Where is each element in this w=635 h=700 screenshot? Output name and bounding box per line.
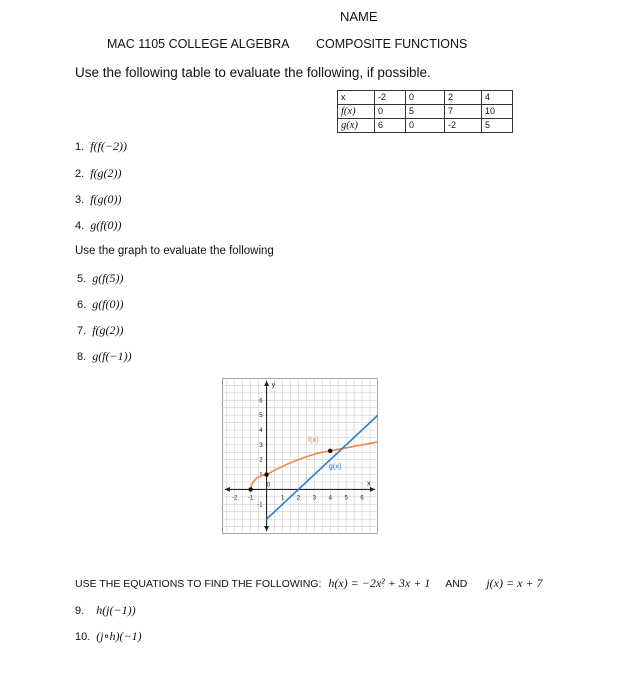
table-row-x [338, 91, 513, 105]
and-connector: AND [445, 578, 468, 590]
y-tick-label: 4 [259, 428, 263, 434]
table-cell: 0 [375, 105, 406, 119]
y-tick-label: 5 [259, 413, 263, 420]
question-8 [77, 349, 132, 364]
table-cell: 4 [482, 91, 513, 105]
composite-function-graph [222, 378, 378, 534]
f-y-intercept-point [264, 472, 268, 476]
question-expression: g(f(5)) [92, 271, 124, 285]
table-cell: 5 [482, 119, 513, 133]
h-equation: h(x) = −2x² + 3x + 1 [328, 576, 431, 590]
table-cell: 6 [375, 119, 406, 133]
course-title: MAC 1105 COLLEGE ALGEBRA [107, 37, 290, 51]
question-number: 10. [75, 631, 91, 643]
equation-instruction [75, 576, 543, 591]
question-1 [75, 139, 127, 154]
question-5 [77, 271, 124, 286]
question-number: 8. [77, 351, 87, 363]
graph-instruction: Use the graph to evaluate the following [75, 245, 274, 257]
table-cell: -2 [445, 119, 482, 133]
y-tick-label: 6 [259, 398, 263, 405]
x-tick-label: 3 [312, 495, 316, 502]
table-row-g [338, 119, 513, 133]
table-row-f [338, 105, 513, 119]
question-number: 2. [75, 168, 85, 180]
table-instruction: Use the following table to evaluate the following, if possible. [75, 65, 431, 80]
question-expression: h(j(−1)) [96, 603, 136, 617]
x-tick-label: -1 [247, 495, 254, 502]
j-equation: j(x) = x + 7 [486, 576, 543, 590]
x-tick-label: 5 [344, 495, 348, 502]
topic-title: COMPOSITE FUNCTIONS [316, 37, 468, 51]
g-line-label: g(x) [328, 461, 342, 471]
table-cell: 5 [406, 105, 445, 119]
table-cell: 10 [482, 105, 513, 119]
function-value-table [337, 90, 513, 133]
question-number: 7. [77, 325, 87, 337]
y-tick-label: 1 [259, 472, 263, 479]
question-expression: g(f(0)) [92, 297, 124, 311]
table-cell: 2 [445, 91, 482, 105]
question-number: 5. [77, 273, 87, 285]
table-header-cell: x [338, 91, 375, 105]
question-expression: f(g(0)) [90, 192, 122, 206]
f-start-point [248, 487, 252, 491]
f-curve-label: f(x) [307, 434, 319, 444]
question-number: 3. [75, 194, 85, 206]
y-tick-label: 2 [259, 457, 263, 464]
question-6 [77, 297, 124, 312]
table-header-cell: f(x) [338, 105, 375, 119]
question-2 [75, 166, 122, 181]
equation-instruction-text: USE THE EQUATIONS TO FIND THE FOLLOWING: [75, 578, 322, 590]
x-tick-label: 1 [280, 495, 285, 502]
y-tick-label: -1 [257, 502, 263, 509]
table-cell: -2 [375, 91, 406, 105]
x-axis-label: x [367, 480, 371, 488]
table-cell: 0 [406, 91, 445, 105]
question-expression: g(f(0)) [90, 218, 122, 232]
x-tick-label: 2 [296, 495, 301, 502]
x-tick-label: 6 [360, 495, 364, 502]
question-3 [75, 192, 122, 207]
question-expression: f(f(−2)) [90, 139, 127, 153]
x-tick-label: 4 [328, 495, 332, 502]
question-10 [75, 629, 142, 644]
y-tick-label: 3 [259, 442, 263, 449]
table-cell: 7 [445, 105, 482, 119]
question-number: 9. [75, 605, 85, 617]
name-label: NAME [340, 9, 378, 24]
y-axis-label: y [271, 382, 276, 389]
question-expression: (j∘h)(−1) [96, 629, 142, 643]
x-tick-label: -2 [232, 495, 238, 502]
question-number: 1. [75, 141, 85, 153]
question-4 [75, 218, 122, 233]
question-7 [77, 323, 124, 338]
question-expression: g(f(−1)) [92, 349, 132, 363]
question-expression: f(g(2)) [92, 323, 124, 337]
intersection-point [328, 449, 332, 453]
table-cell: 0 [406, 119, 445, 133]
question-number: 6. [77, 299, 87, 311]
table-header-cell: g(x) [338, 119, 375, 133]
question-9 [75, 603, 136, 618]
question-number: 4. [75, 220, 85, 232]
question-expression: f(g(2)) [90, 166, 122, 180]
x-tick-label: 0 [266, 482, 271, 489]
